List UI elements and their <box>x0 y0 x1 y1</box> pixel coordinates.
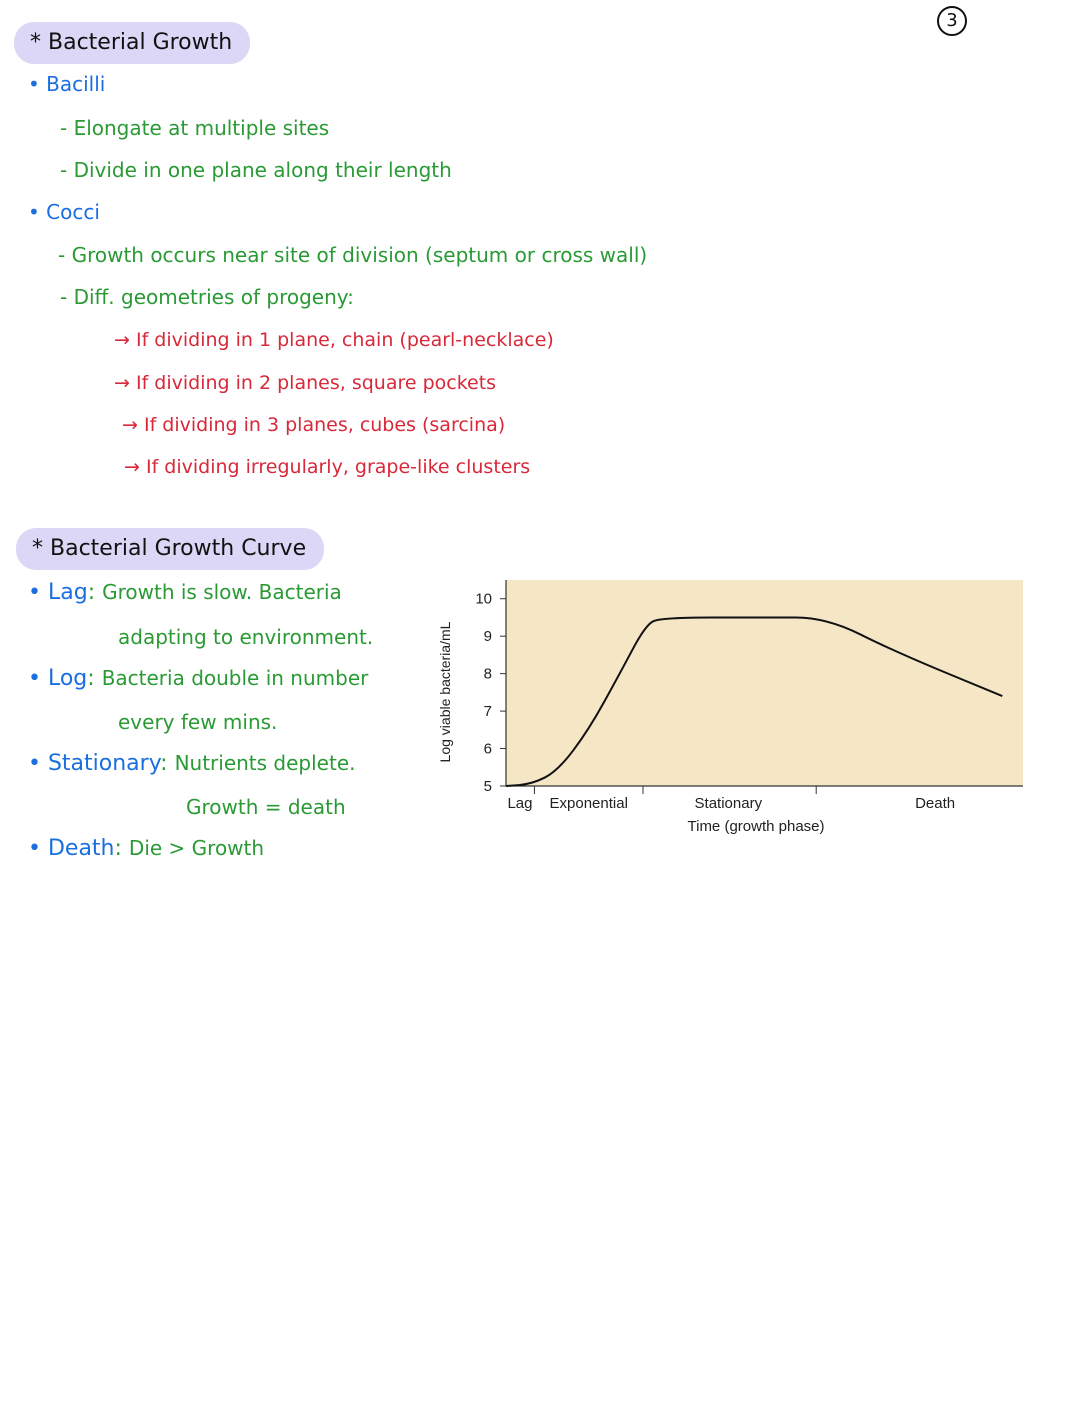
chart-phase-label: Exponential <box>549 795 628 812</box>
chart-phase-label: Stationary <box>694 795 763 812</box>
growth-curve-chart <box>430 572 1050 844</box>
chart-y-tick-label: 8 <box>483 665 492 683</box>
phase-death <box>28 836 264 861</box>
phase-sep: : <box>87 666 95 691</box>
phase-line2: adapting to environment. <box>118 625 374 649</box>
chart-phase-label: Death <box>915 795 956 812</box>
progeny-item: → If dividing in 2 planes, square pockets <box>114 372 497 394</box>
chart-plot-area <box>506 580 1023 786</box>
progeny-item: → If dividing irregularly, grape-like clusters <box>124 456 531 478</box>
section-heading-bacterial-growth: * Bacterial Growth <box>14 22 250 64</box>
bacilli-label: • Bacilli <box>28 72 106 96</box>
chart-phase-labels <box>507 786 955 812</box>
cocci-label: • Cocci <box>28 200 100 224</box>
chart-y-tick-label: 7 <box>483 703 492 721</box>
page-number: 3 <box>937 6 967 36</box>
phase-term: • Log <box>28 666 88 691</box>
chart-y-ticks <box>475 591 506 795</box>
phase-line2: Growth = death <box>186 795 346 819</box>
phase-line2: every few mins. <box>118 710 278 734</box>
progeny-item: → If dividing in 3 planes, cubes (sarcina) <box>122 414 506 436</box>
cocci-point-2: - Diff. geometries of progeny: <box>60 285 354 309</box>
phase-term: • Stationary <box>28 751 161 776</box>
phase-term: • Lag <box>28 580 88 605</box>
cocci-point-1: - Growth occurs near site of division (septum or cross wall) <box>58 243 648 267</box>
chart-y-axis-label: Log viable bacteria/mL <box>437 621 453 763</box>
phase-sep: : <box>160 751 168 776</box>
phase-line1: Die > Growth <box>128 836 265 860</box>
chart-y-tick-label: 10 <box>475 590 492 608</box>
bacilli-point-2: - Divide in one plane along their length <box>60 158 452 182</box>
phase-line1: Growth is slow. Bacteria <box>102 580 342 604</box>
section-heading-growth-curve: * Bacterial Growth Curve <box>16 528 324 570</box>
phase-line1: Nutrients deplete. <box>174 751 356 775</box>
chart-y-tick-label: 6 <box>483 740 492 758</box>
progeny-item: → If dividing in 1 plane, chain (pearl-necklace) <box>114 329 554 351</box>
phase-stationary <box>28 751 355 776</box>
chart-y-tick-label: 5 <box>483 778 492 795</box>
phase-lag <box>28 580 342 605</box>
phase-term: • Death <box>28 836 115 861</box>
chart-y-tick-label: 9 <box>483 628 492 646</box>
phase-log <box>28 666 368 691</box>
phase-line1: Bacteria double in number <box>101 666 369 690</box>
phase-sep: : <box>114 836 122 861</box>
phase-sep: : <box>87 580 96 605</box>
chart-phase-label: Lag <box>507 795 533 812</box>
chart-x-axis-label: Time (growth phase) <box>687 818 825 835</box>
bacilli-point-1: - Elongate at multiple sites <box>60 116 330 140</box>
